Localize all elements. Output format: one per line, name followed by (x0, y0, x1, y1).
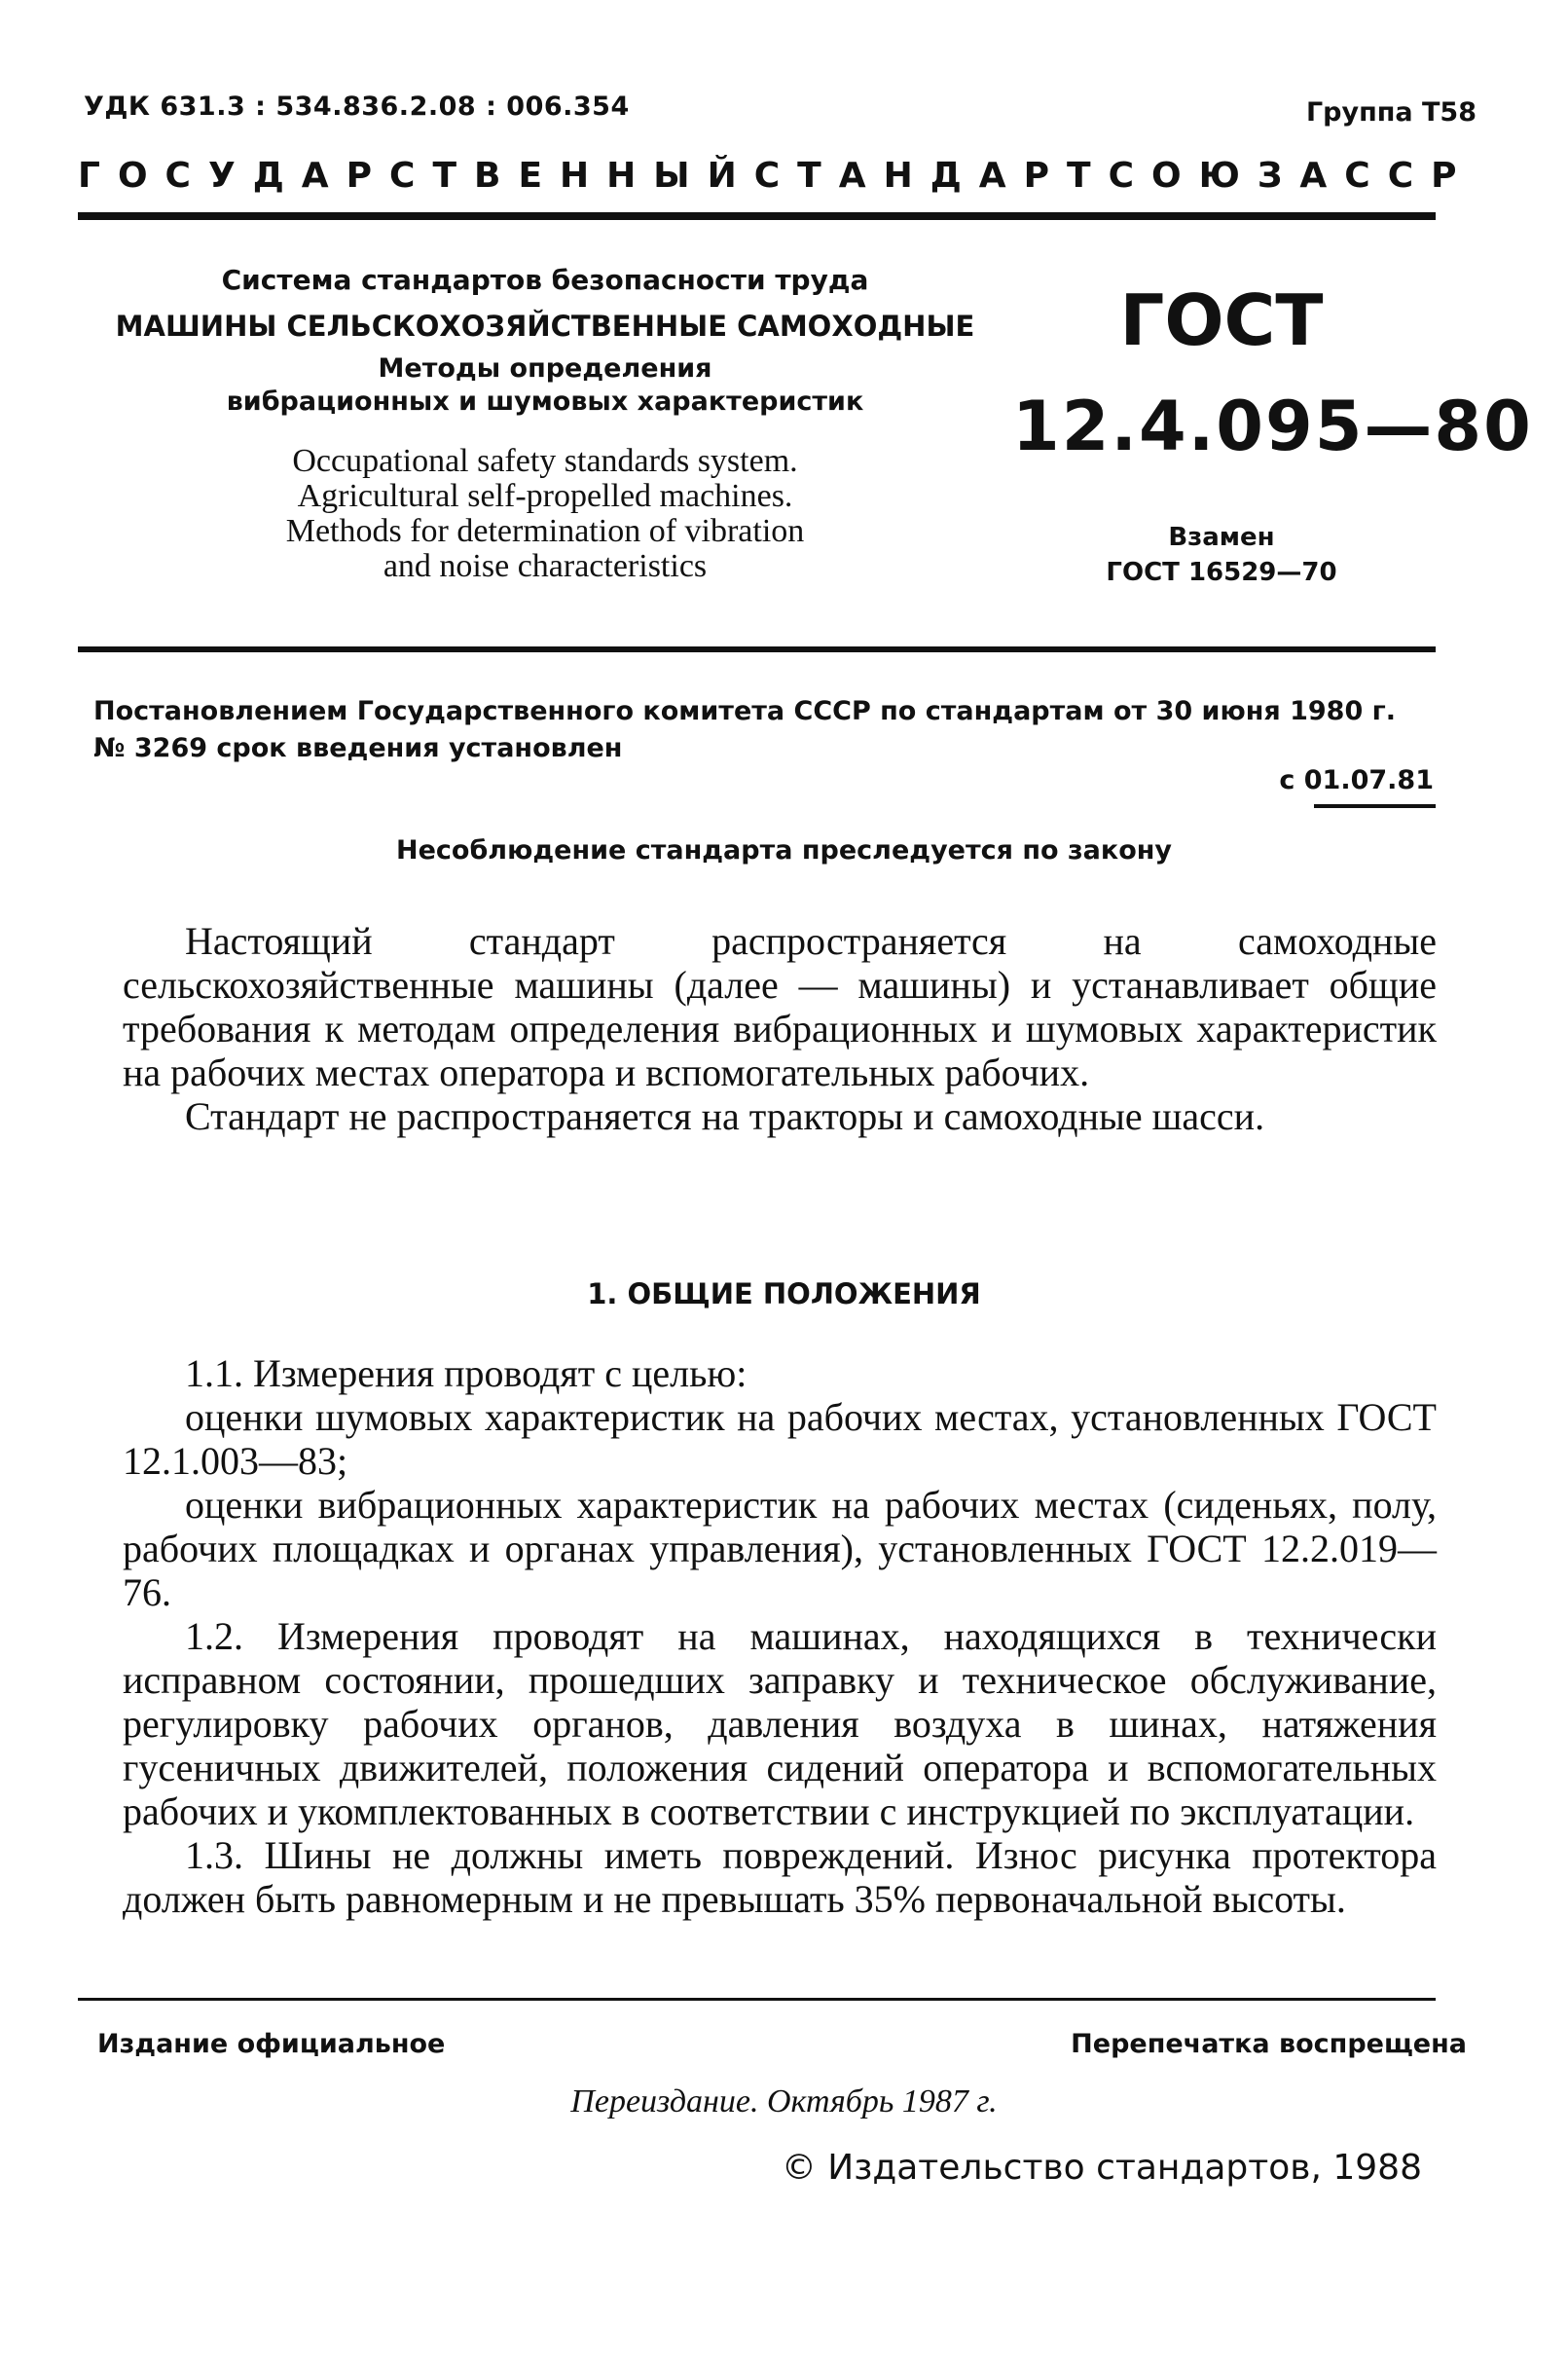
gost-number: 12.4.095—80 (1012, 387, 1533, 466)
banner-word: СОЮЗА (1108, 156, 1345, 196)
gost-word: ГОСТ (1119, 279, 1324, 361)
machines-title: МАШИНЫ СЕЛЬСКОХОЗЯЙСТВЕННЫЕ САМОХОДНЫЕ (115, 310, 975, 343)
replaces-label: Взамен (1168, 523, 1275, 552)
clause-paragraph: оценки вибрационных характеристик на рабочих местах (сиденьях, полу, рабочих площадках и органах управления), установленных ГОСТ 12.2.019—76. (123, 1483, 1437, 1614)
footer-rule (78, 1998, 1436, 2001)
reprint-prohibited-label: Перепечатка воспрещена (1071, 2029, 1467, 2059)
official-edition-label: Издание официальное (97, 2029, 446, 2059)
intro-paragraph: Стандарт не распространяется на тракторы и самоходные шасси. (185, 1094, 1265, 1138)
gost-designation (1012, 278, 1533, 590)
replaces-value: ГОСТ 16529—70 (1106, 558, 1337, 587)
udk-code: УДК 631.3 : 534.836.2.08 : 006.354 (84, 92, 630, 122)
clause-paragraph: оценки шумовых характеристик на рабочих местах, установленных ГОСТ 12.1.003—83; (123, 1395, 1437, 1483)
standard-titles (88, 261, 1003, 584)
clause-paragraph: 1.3. Шины не должны иметь повреждений. Износ рисунка протектора должен быть равномерным и не превышать 35% первоначальной высоты. (123, 1833, 1437, 1921)
copyright-line: © Издательство стандартов, 1988 (781, 2148, 1422, 2188)
methods-title (88, 352, 1003, 419)
methods-line: вибрационных и шумовых характеристик (226, 387, 864, 417)
decree-text: Постановлением Государственного комитета СССР по стандартам от 30 июня 1980 г. № 3269 срок введения установлен (93, 696, 1397, 763)
banner-word: ССР (1344, 156, 1475, 196)
state-standard-banner (78, 156, 1475, 196)
title-block-rule (78, 646, 1436, 652)
banner-word: СТАНДАРТ (753, 156, 1109, 196)
english-line: Occupational safety standards system. (292, 443, 798, 479)
english-line: Agricultural self-propelled machines. (297, 478, 793, 514)
english-line: and noise characteristics (383, 548, 708, 584)
banner-word: ГОСУДАРСТВЕННЫЙ (78, 156, 754, 196)
intro-section (123, 919, 1437, 1138)
intro-paragraph: Настоящий стандарт распространяется на самоходные сельскохозяйственные машины (далее — машины) и устанавливает общие требования к методам определения вибрационных и шумовых характеристик на рабочих местах оператора и вспомогательных рабочих. (123, 919, 1437, 1094)
group-code: Группа Т58 (1305, 97, 1477, 128)
section-body (123, 1351, 1437, 1921)
clause-paragraph: 1.2. Измерения проводят на машинах, находящихся в технически исправном состоянии, прошедших заправку и техническое обслуживание, регулировку рабочих органов, давления воздуха в шинах, натяжения гусеничных движителей, положения сидений оператора и вспомогательных рабочих и укомплектованных в соответствии с инструкцией по эксплуатации. (123, 1614, 1437, 1833)
effective-date-underline (1314, 804, 1436, 808)
english-line: Methods for determination of vibration (285, 513, 805, 549)
effective-date: с 01.07.81 (1279, 765, 1434, 795)
section-heading: 1. ОБЩИЕ ПОЛОЖЕНИЯ (587, 1277, 981, 1310)
law-notice: Несоблюдение стандарта преследуется по закону (395, 835, 1173, 866)
english-title (88, 444, 1003, 584)
clause-paragraph: 1.1. Измерения проводят с целью: (185, 1351, 748, 1395)
reissue-note: Переиздание. Октябрь 1987 г. (570, 2083, 998, 2119)
header-rule (78, 212, 1436, 220)
methods-line: Методы определения (378, 353, 712, 384)
system-title: Система стандартов безопасности труда (221, 264, 869, 296)
